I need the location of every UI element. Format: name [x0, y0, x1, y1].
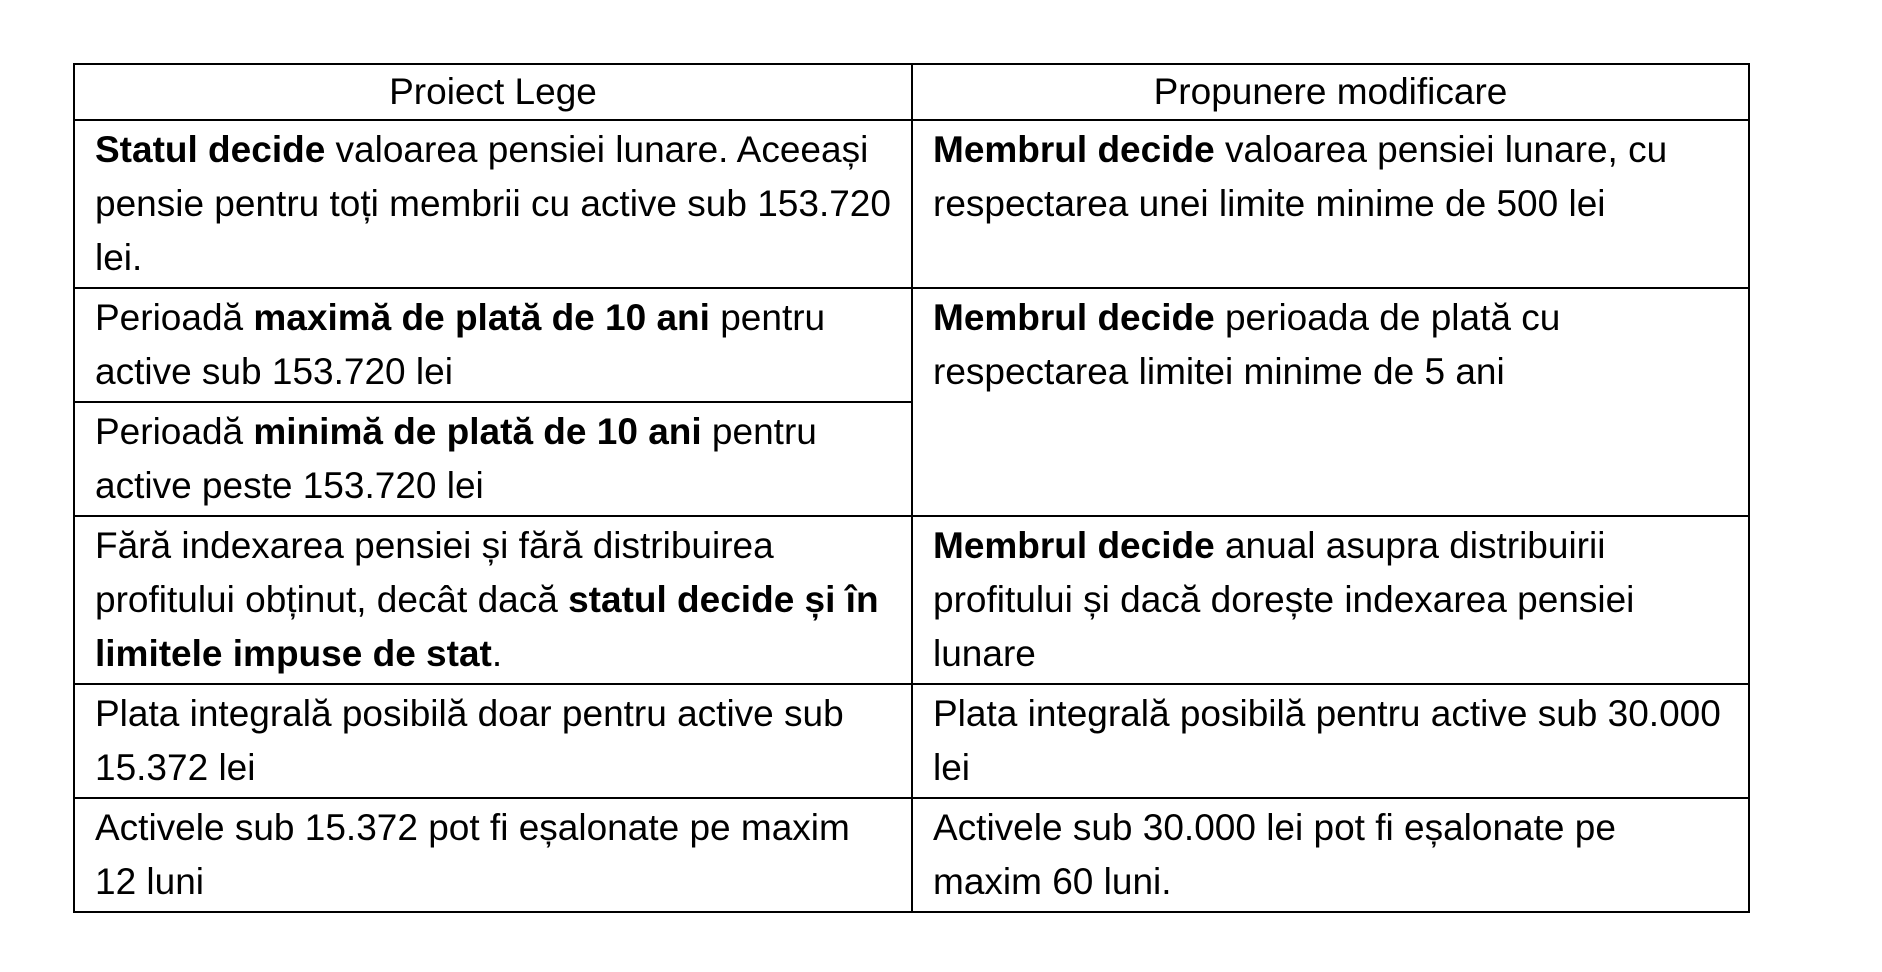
cell-right-merged	[912, 288, 1749, 516]
bold-text: Membrul decide	[933, 525, 1215, 566]
table-row	[74, 684, 1749, 798]
bold-text: minimă de plată de 10 ani	[253, 411, 702, 452]
cell-text: Perioadă	[95, 297, 254, 338]
cell-left	[74, 402, 912, 516]
cell-text: valoarea pensiei lunare, cu respectarea unei limite minime de 500 lei	[933, 129, 1668, 224]
cell-text: Activele sub 15.372 pot fi eșalonate pe maxim 12 luni	[95, 807, 850, 902]
cell-left	[74, 288, 912, 402]
cell-right	[912, 120, 1749, 288]
cell-left	[74, 516, 912, 684]
bold-text: Membrul decide	[933, 297, 1215, 338]
cell-text: Perioadă	[95, 411, 254, 452]
comparison-table	[73, 63, 1750, 913]
cell-text: valoarea pensiei lunare. Aceeași pensie pentru toți membrii cu active sub 153.720 lei.	[95, 129, 891, 278]
cell-left	[74, 120, 912, 288]
cell-right	[912, 516, 1749, 684]
cell-text: pentru active sub 153.720 lei	[95, 297, 826, 392]
cell-text: .	[491, 633, 503, 674]
bold-text: statul decide și în limitele impuse de stat	[95, 579, 879, 674]
header-propunere-modificare: Propunere modificare	[912, 64, 1749, 120]
cell-text: anual asupra distribuirii profitului și dacă dorește indexarea pensiei lunare	[933, 525, 1635, 674]
table-row	[74, 516, 1749, 684]
cell-text: Activele sub 30.000 lei pot fi eșalonate pe maxim 60 luni.	[933, 807, 1616, 902]
cell-right	[912, 684, 1749, 798]
bold-text: Statul decide	[95, 129, 326, 170]
table-row	[74, 288, 1749, 402]
table-header-row	[74, 64, 1749, 120]
cell-left	[74, 798, 912, 912]
bold-text: Membrul decide	[933, 129, 1215, 170]
cell-text: perioada de plată cu respectarea limitei minime de 5 ani	[933, 297, 1561, 392]
table-row	[74, 120, 1749, 288]
bold-text: maximă de plată de 10 ani	[253, 297, 710, 338]
header-proiect-lege: Proiect Lege	[74, 64, 912, 120]
cell-text: pentru active peste 153.720 lei	[95, 411, 817, 506]
cell-text: Fără indexarea pensiei și fără distribuirea profitului obținut, decât dacă	[95, 525, 774, 620]
cell-left	[74, 684, 912, 798]
cell-text: Plata integrală posibilă pentru active sub 30.000 lei	[933, 693, 1721, 788]
table-row	[74, 798, 1749, 912]
cell-right	[912, 798, 1749, 912]
cell-text: Plata integrală posibilă doar pentru active sub 15.372 lei	[95, 693, 844, 788]
